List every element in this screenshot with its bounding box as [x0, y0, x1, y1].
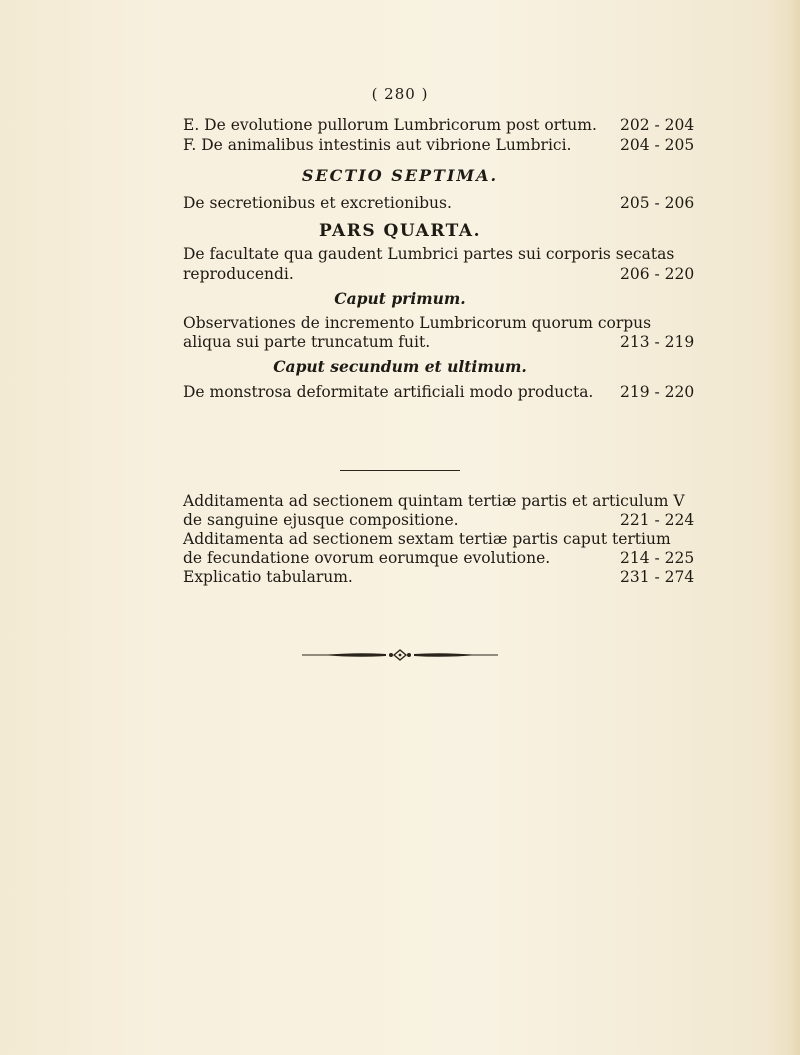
- addendum-1-pages: 221 - 224: [620, 511, 695, 529]
- heading-caput-primum: Caput primum.: [334, 289, 466, 308]
- page-number: ( 280 ): [371, 85, 429, 103]
- toc-entry-secretionibus-pages: 205 - 206: [620, 194, 695, 212]
- page-edge-shading: [766, 0, 800, 1055]
- addendum-3-pages: 231 - 274: [620, 568, 695, 586]
- toc-entry-e: E. De evolutione pullorum Lumbricorum post ortum.: [183, 116, 597, 134]
- addendum-3: Explicatio tabularum.: [183, 568, 353, 586]
- toc-entry-observationes-line1: Observationes de incremento Lumbricorum quorum corpus: [183, 314, 652, 332]
- addendum-2-line1: Additamenta ad sectionem sextam tertiæ partis caput tertium: [183, 530, 671, 548]
- toc-entry-facultate-line2: reproducendi.: [183, 265, 294, 283]
- heading-pars-quarta: PARS QUARTA.: [318, 221, 482, 241]
- toc-entry-f: F. De animalibus intestinis aut vibrione Lumbrici.: [183, 136, 572, 154]
- toc-entry-monstrosa: De monstrosa deformitate artificiali modo producta.: [183, 383, 594, 401]
- addendum-2-pages: 214 - 225: [620, 549, 695, 567]
- ornament-divider: [302, 648, 498, 662]
- addendum-1-line2: de sanguine ejusque compositione.: [183, 511, 459, 529]
- toc-entry-e-pages: 202 - 204: [620, 116, 695, 134]
- toc-entry-monstrosa-pages: 219 - 220: [620, 383, 695, 401]
- toc-entry-facultate-pages: 206 - 220: [620, 265, 695, 283]
- toc-entry-f-pages: 204 - 205: [620, 136, 695, 154]
- toc-entry-observationes-pages: 213 - 219: [620, 333, 695, 351]
- addendum-1-line1: Additamenta ad sectionem quintam tertiæ partis et articulum V: [183, 492, 685, 510]
- heading-sectio-septima: SECTIO SEPTIMA.: [301, 166, 499, 185]
- toc-entry-secretionibus: De secretionibus et excretionibus.: [183, 194, 452, 212]
- section-divider-rule: [340, 470, 460, 471]
- toc-entry-facultate-line1: De facultate qua gaudent Lumbrici partes sui corporis secatas: [183, 245, 675, 263]
- toc-entry-observationes-line2: aliqua sui parte truncatum fuit.: [183, 333, 431, 351]
- addendum-2-line2: de fecundatione ovorum eorumque evolutione.: [183, 549, 551, 567]
- heading-caput-secundum: Caput secundum et ultimum.: [273, 357, 527, 376]
